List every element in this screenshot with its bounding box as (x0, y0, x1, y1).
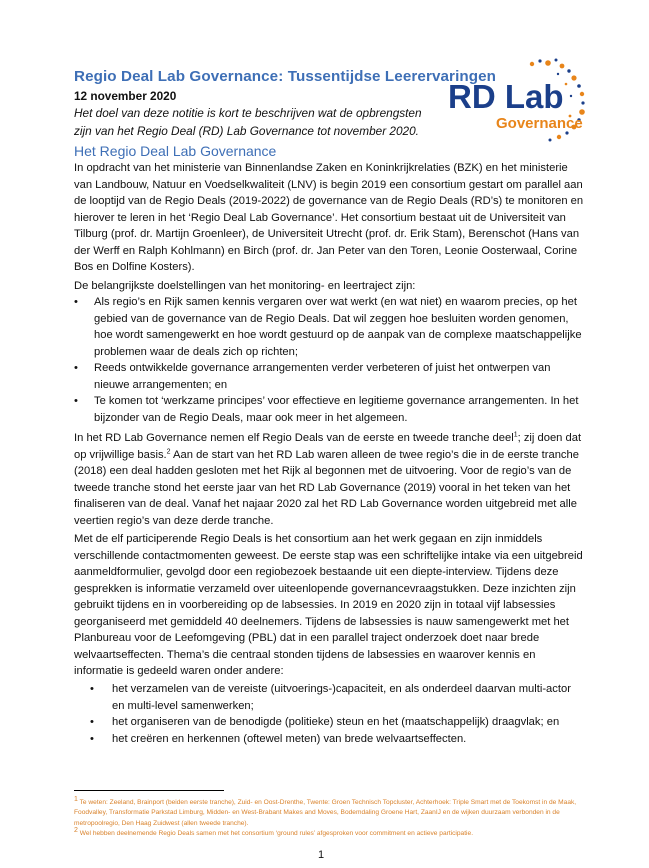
footnote-2: $^2$ Wel hebben deelnemende Regio Deals samen met het consortium ‘ground rules’ afgesproken voor commitment en actieve participatie. (74, 827, 474, 838)
list-item: • Te komen tot ‘werkzame principes’ voor effectieve en legitieme governance arrangementen. In het bijzonder van de Regio Deals, maar ook meer in het algemeen. (74, 395, 579, 424)
page-number: 1 (318, 849, 325, 861)
list-item: • het verzamelen van de vereiste (uitvoerings-)capaciteit, en als onderdeel daarvan multi-actor en multi-level samenwerken; (90, 683, 571, 712)
section-heading: Het Regio Deal Lab Governance (74, 143, 277, 159)
paragraph-goals-intro: De belangrijkste doelstellingen van het monitoring- en leertraject zijn: (74, 280, 416, 292)
paragraph-sessions: Met de elf participerende Regio Deals is het consortium aan het werk gegaan en zijn inmiddels verschillende contactmomenten geweest. De eerste stap was een schriftelijke intake via een uitgebreid aanmeldformulier, gevolgd door een regiobezoek bestaande uit een diepte-interview. Tijdens deze gesprekken is informatie verzameld over uiteenlopende governancevraagstukken. Deze inzichten zijn gebruikt tijdens en in voorbereiding op de labsessies. In 2019 en 2020 zijn in totaal vijf labsessies georganiseerd met gemiddeld 40 deelnemers. Tijdens de labsessies is nauw samengewerkt met het Planbureau voor de Leefomgeving (PBL) dat in een parallel traject onderzoek doet naar brede welvaartseffecten. Thema’s die centraal stonden tijdens de labsessies en waarover kennis en informatie is gedeeld waren onder andere: (74, 533, 583, 677)
logo-main-text: RD Lab (448, 78, 564, 115)
rd-lab-governance-logo (440, 56, 590, 146)
list-item: • Reeds ontwikkelde governance arrangementen verder verbeteren of juist het ontwerpen van nieuwe arrangementen; en (74, 362, 551, 391)
footnotes (74, 795, 584, 840)
bullet: • (74, 362, 78, 374)
footnote-ref-1[interactable]: 1 (513, 431, 518, 439)
footnote-1: $^1$ Te weten: Zeeland, Brainport (beiden eerste tranche), Zuid- en Oost-Drenthe, Twente: Groen Technisch Topcluster, Achterhoek: Triple Smart met de Toekomst in de Maak, Foodvalley, Transformatie Parkstad Limburg, Midden- en West-Brabant Makes and Moves, Bodemdaling Groene Hart, ZaanIJ en de wijken duurzaam verbonden in de metropoolregio, Den Haag Zuidwest (allen tweede tranche). (74, 795, 577, 827)
bullet: • (90, 716, 94, 728)
document-date: 12 november 2020 (74, 89, 177, 103)
footnote-ref-2[interactable]: 2 (166, 447, 171, 455)
intro-text: Het doel van deze notitie is kort te beschrijven wat de opbrengsten zijn van het Regio Deal (RD) Lab Governance tot november 2020. (74, 106, 422, 138)
list-item: • Als regio’s en Rijk samen kennis vergaren over wat werkt (en wat niet) en waarom precies, op het gebied van de governance van de Regio Deals. Dat wil zeggen hoe besluiten worden genomen, hoe wordt samengewerkt en hoe wordt gestuurd op de aanpak van de complexe maatschappelijke problemen waar de deals zich op richten; (74, 296, 582, 358)
bullet: • (74, 395, 78, 407)
list-item: • het organiseren van de benodigde (politieke) steun en het (maatschappelijk) draagvlak; en (90, 714, 585, 731)
footnote-divider (74, 790, 224, 791)
bullet: • (90, 732, 94, 745)
bullet: • (90, 683, 94, 695)
list-item: • het creëren en herkennen (oftewel meten) van brede welvaartseffecten. (90, 731, 585, 748)
logo-sub-text: Governance (496, 115, 583, 132)
bullet: • (74, 296, 78, 308)
themes-list (90, 681, 585, 747)
paragraph-participants: In het RD Lab Governance nemen elf Regio Deals van de eerste en tweede tranche deel$^1$; zij doen dat op vrijwillige basis.$^2$ Aan de start van het RD Lab waren alleen de twee regio’s die in de eerste tranche (2018) een deal hadden gesloten met het Rijk al begonnen met de uitvoering. Voor de regio’s van de tweede tranche stond het eerste jaar van het RD Lab Governance (2019) vooral in het teken van het finaliseren van de deal. Vanaf het najaar 2020 zal het RD Lab Governance worden uitgebreid met alle veertien regio’s van deze derde tranche. (74, 431, 582, 527)
paragraph-consortium: In opdracht van het ministerie van Binnenlandse Zaken en Koninkrijkrelaties (BZK) en het ministerie van Landbouw, Natuur en Voedselkwaliteit (LNV) is begin 2019 een consortium gestart om parallel aan de looptijd van de Regio Deals (2019-2022) de governance van de Regio Deals (RD’s) te monitoren en hierover te leren in het ‘Regio Deal Lab Governance’. Het consortium bestaat uit de Universiteit van Tilburg (prof. dr. Martijn Groenleer), de Universiteit Utrecht (prof. dr. Erik Stam), Berenschot (Hans van der Werff en Ralph Kohlmann) en Birch (prof. dr. Jan Peter van den Toren, Leonie Oosterwaal, Corine Bos en Dolfine Kosters). (74, 162, 584, 273)
document-title: Regio Deal Lab Governance: Tussentijdse Leerervaringen (74, 68, 497, 85)
goals-list (74, 294, 584, 426)
